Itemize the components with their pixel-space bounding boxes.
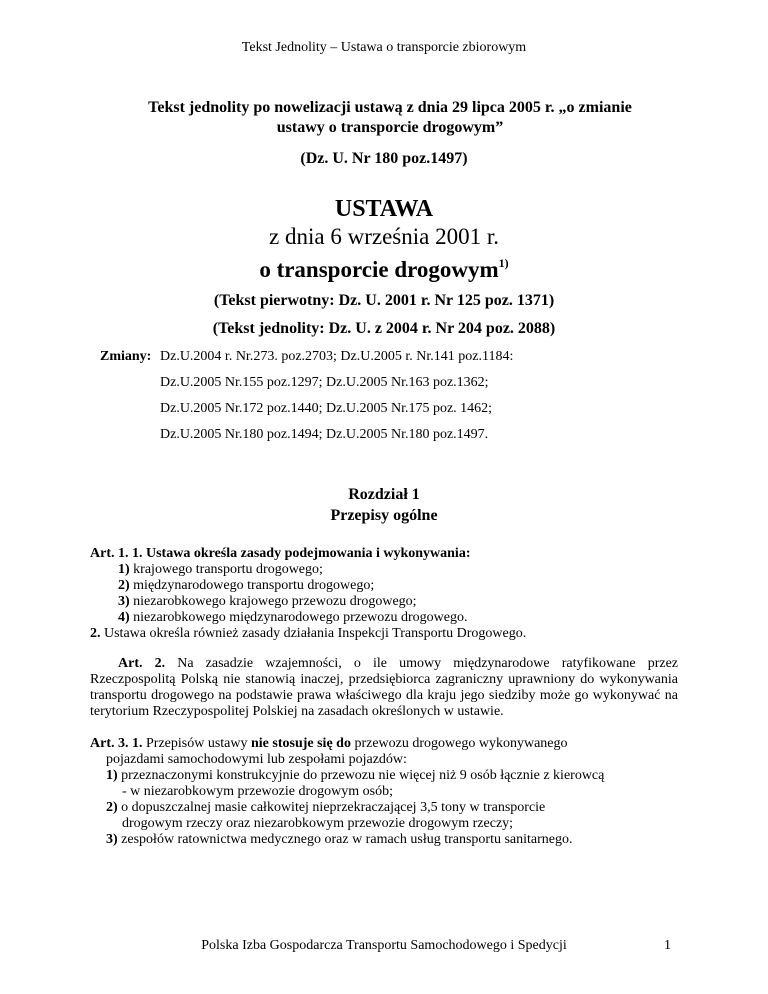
act-date: z dnia 6 września 2001 r. xyxy=(269,224,499,249)
footer-organization: Polska Izba Gospodarcza Transportu Samochodowego i Spedycji xyxy=(201,938,567,953)
running-header: Tekst Jednolity – Ustawa o transporcie zbiorowym xyxy=(241,40,527,55)
art1-item-3-text: niezarobkowego krajowego przewozu drogowego; xyxy=(133,594,417,609)
chapter-title: Przepisy ogólne xyxy=(330,507,438,524)
amendments-line-2: Dz.U.2005 Nr.155 poz.1297; Dz.U.2005 Nr.163 poz.1362; xyxy=(160,375,489,390)
art3-bold: nie stosuje się do xyxy=(251,736,351,751)
art1-item-1-text: krajowego transportu drogowego; xyxy=(133,562,323,577)
art3-item-1-cont: - w niezarobkowym przewozie drogowym osób; xyxy=(122,784,393,799)
art3-lead-line-2: pojazdami samochodowymi lub zespołami pojazdów: xyxy=(106,752,407,767)
original-text-reference: (Tekst pierwotny: Dz. U. 2001 r. Nr 125 poz. 1371) xyxy=(213,292,555,309)
art3-item-3-text: zespołów ratownictwa medycznego oraz w ramach usług transportu sanitarnego. xyxy=(121,832,573,847)
art1-lead: Art. 1. 1. Ustawa określa zasady podejmowania i wykonywania: xyxy=(90,546,471,561)
footer xyxy=(0,938,768,954)
page-number: 1 xyxy=(664,938,671,953)
art3-lead xyxy=(90,736,568,752)
art1-item-4-text: niezarobkowego międzynarodowego przewozu drogowego. xyxy=(133,610,468,625)
art3-label: Art. 3. 1. xyxy=(90,736,143,751)
chapter-number: Rozdział 1 xyxy=(348,486,420,503)
document-title xyxy=(100,98,680,138)
art3-item-1-num: 1) xyxy=(106,768,118,783)
art3-item-2-cont: drogowym rzeczy oraz niezarobkowym przewozie drogowym rzeczy; xyxy=(122,816,514,831)
art3-item-3-num: 3) xyxy=(106,832,118,847)
art3-item-1 xyxy=(106,768,678,800)
art1-paragraph-2-text: Ustawa określa również zasady działania Inspekcji Transportu Drogowego. xyxy=(104,626,527,641)
act-subject-text: o transporcie drogowym xyxy=(259,257,499,282)
art3-post: przewozu drogowego wykonywanego xyxy=(354,736,568,751)
document-title-line-1: Tekst jednolity po nowelizacji ustawą z dnia 29 lipca 2005 r. „o zmianie xyxy=(148,99,632,116)
art1-item-2 xyxy=(118,578,374,594)
art3-item-2-text: o dopuszczalnej masie całkowitej nieprzekraczającej 3,5 tony w transporcie xyxy=(121,800,546,815)
amendments-line-4: Dz.U.2005 Nr.180 poz.1494; Dz.U.2005 Nr.180 poz.1497. xyxy=(160,427,489,442)
art3-item-2-num: 2) xyxy=(106,800,118,815)
art1-item-2-num: 2) xyxy=(118,578,130,593)
art3-pre: Przepisów ustawy xyxy=(146,736,248,751)
art2-label: Art. 2. xyxy=(118,656,166,671)
art1-item-3 xyxy=(118,594,417,610)
art3-item-2 xyxy=(106,800,678,832)
amendments-label: Zmiany: xyxy=(100,349,152,364)
art3-item-1-text: przeznaczonymi konstrukcyjnie do przewozu nie więcej niż 9 osób łącznie z kierowcą xyxy=(121,768,605,783)
art1-paragraph-2 xyxy=(90,626,526,642)
art1-item-1 xyxy=(118,562,323,578)
art2-paragraph xyxy=(90,656,678,720)
amendments-line-3: Dz.U.2005 Nr.172 poz.1440; Dz.U.2005 Nr.175 poz. 1462; xyxy=(160,401,493,416)
chapter-heading xyxy=(0,484,768,526)
act-subject xyxy=(0,256,768,283)
art1-item-3-num: 3) xyxy=(118,594,130,609)
art1-item-1-num: 1) xyxy=(118,562,130,577)
consolidated-text-reference: (Tekst jednolity: Dz. U. z 2004 r. Nr 204 poz. 2088) xyxy=(212,320,556,337)
art1-paragraph-2-num: 2. xyxy=(90,626,101,641)
act-heading: USTAWA xyxy=(334,196,434,222)
amendments-line-1: Dz.U.2004 r. Nr.273. poz.2703; Dz.U.2005 r. Nr.141 poz.1184: xyxy=(160,349,514,364)
art1-item-4 xyxy=(118,610,468,626)
art2-text: Na zasadzie wzajemności, o ile umowy międzynarodowe ratyfikowane przez Rzeczpospolitą Polską nie stanowią inaczej, przedsiębiorca zagraniczny uprawniony do wykonywania transportu drogowego na podstawie prawa właściwego dla kraju jego siedziby może go wykonywać na terytorium Rzeczypospolitej Polskiej na zasadach określonych w ustawie. xyxy=(90,656,679,719)
art1-item-4-num: 4) xyxy=(118,610,130,625)
art3-item-3 xyxy=(106,832,678,848)
document-title-line-2: ustawy o transporcie drogowym” xyxy=(276,119,504,136)
journal-reference: (Dz. U. Nr 180 poz.1497) xyxy=(300,150,468,167)
footnote-ref: 1) xyxy=(498,256,509,270)
art1-item-2-text: międzynarodowego transportu drogowego; xyxy=(133,578,375,593)
